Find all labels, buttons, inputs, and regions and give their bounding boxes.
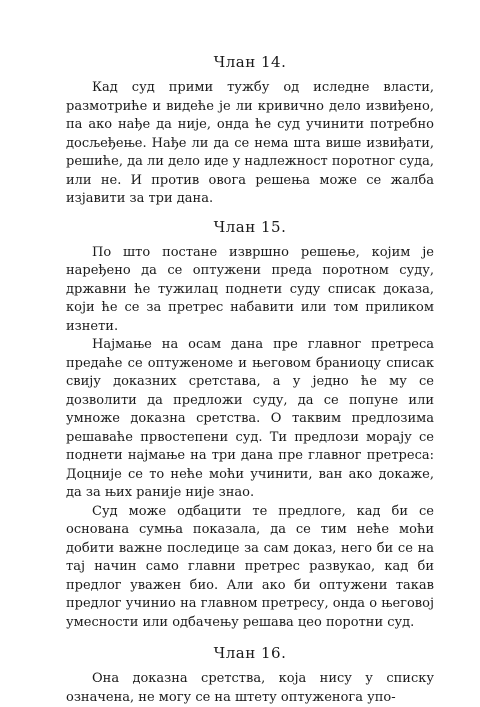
article-15-paragraph-3: Суд може одбацити те предлоге, кад би се основана сумња показала, да се тим неће моћи добити важне последице за сам доказ, него би се на тај начин само главни претрес развукао, кад би предлог уважен био. Али ако би оптужени такав предлог учинио на главном претресу, онда о његовој умесности или одбачењу решава цео поротни суд. <box>66 503 434 630</box>
article-15-paragraph-2: Најмање на осам дана пре главног претреса предаће се оптуженоме и његовом браниоцу списак свију доказних сретстава, а у једно ће му се дозволити да предложи суду, да се попуне или умноже доказна сретства. О таквим предлозима решаваће првостепени суд. Ти предлози морају се поднети најмање на три дана пре главног претреса: Доцније се то неће моћи учинити, ван ако докаже, да за њих раније није знао. <box>66 337 434 500</box>
article-15-paragraph-1: По што постане извршно решење, којим је наређено да се оптужени преда поротном суду, државни ће тужилац поднети суду списак доказа, који ће се за претрес набавити или том приликом изнети. <box>66 244 434 334</box>
article-heading-15: Члан 15. <box>213 217 287 236</box>
article-14-paragraph-1: Кад суд прими тужбу од иследне власти, размотриће и видеће је ли кривично дело извиђено, па ако нађе да није, онда ће суд учинити потребно досљеђење. Нађе ли да се нема шта више извиђати, решиће, да ли дело иде у надлежност поротног суда, или не. И против овога решења може се жалба изјавити за три дана. <box>66 80 434 206</box>
article-16-paragraph-1: Она доказна сретства, која нису у списку означена, не могу се на штету оптуженога упо- <box>66 671 434 705</box>
article-heading-16: Члан 16. <box>213 644 287 662</box>
article-heading-14: Члан 14. <box>213 53 287 71</box>
